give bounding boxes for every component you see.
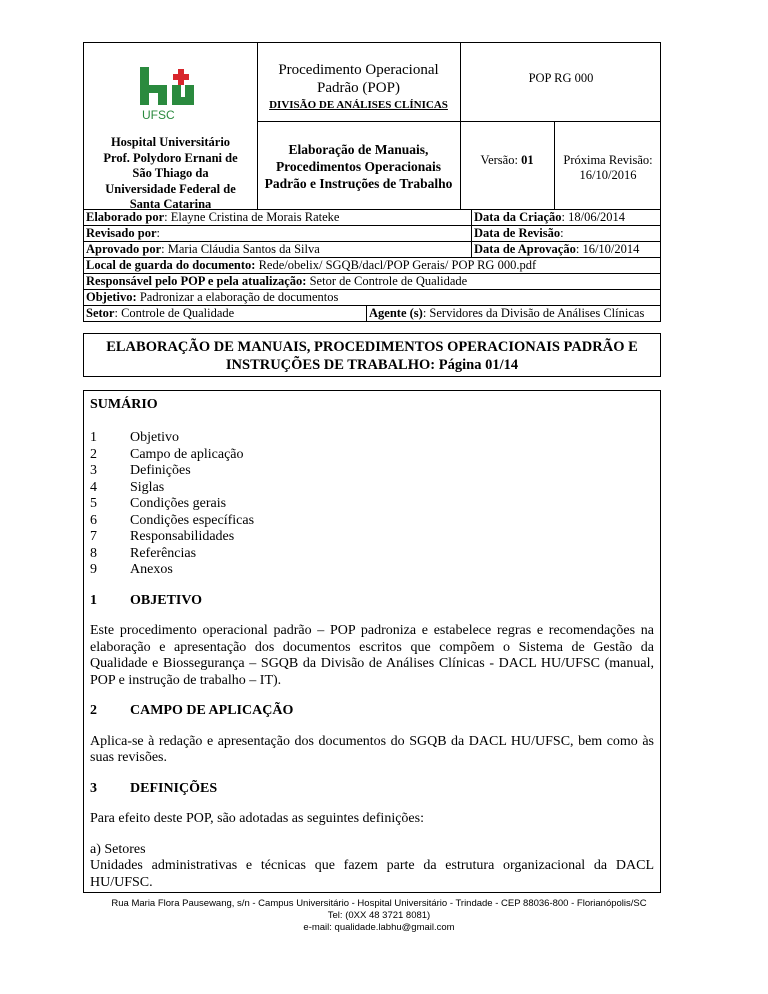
section-1-heading: 1 OBJETIVO: [90, 592, 203, 608]
page-title: ELABORAÇÃO DE MANUAIS, PROCEDIMENTOS OPERACIONAIS PADRÃO E INSTRUÇÕES DE TRABALHO: Página 01/14: [83, 333, 661, 377]
section-2-heading: 2 CAMPO DE APLICAÇÃO: [90, 703, 294, 718]
row-objetivo: Objetivo: Padronizar a elaboração de documentos: [83, 290, 661, 306]
row-elaborado: Elaborado por: Elayne Cristina de Morais Rateke Data da Criação: 18/06/2014: [83, 210, 661, 226]
section-2-text: Aplica-se à redação e apresentação dos documentos do SGQB da DACL HU/UFSC, bem como às suas revisões.: [90, 733, 654, 765]
doc-subject: Elaboração de Manuais, Procedimentos Operacionais Padrão e Instruções de Trabalho: [264, 142, 453, 191]
section-3-heading: 3 DEFINIÇÕES: [90, 780, 218, 796]
summary-item: 3 Definições: [90, 463, 191, 478]
summary-item: 6 Condições específicas: [90, 512, 255, 528]
content-bottom-rule: [83, 892, 661, 893]
summary-item: 2 Campo de aplicação: [90, 446, 244, 462]
section-3-text: Para efeito deste POP, são adotadas as seguintes definições:: [90, 811, 424, 826]
doc-code: POP RG 000: [528, 71, 594, 85]
logo-ufsc-text: UFSC: [142, 108, 175, 122]
row-responsavel: Responsável pelo POP e pela atualização: Setor de Controle de Qualidade: [83, 274, 661, 290]
summary-item: 1 Objetivo: [90, 430, 179, 445]
next-review: Próxima Revisão: 16/10/2016: [563, 153, 653, 182]
hu-ufsc-logo: [134, 63, 204, 125]
summary-heading: SUMÁRIO: [90, 397, 158, 412]
section-3-a-heading: a) Setores: [90, 841, 146, 857]
version: Versão: 01: [480, 153, 534, 167]
section-3-a-text: Unidades administrativas e técnicas que fazem parte da estrutura organizacional da DACL HU/UFSC.: [90, 858, 654, 890]
summary-item: 5 Condições gerais: [90, 496, 227, 511]
section-1-text: Este procedimento operacional padrão – POP padroniza e estabelece regras e recomendações na elaboração e apresentação dos documentos escritos que compõem o Sistema de Gestão da Qualidade e Biossegurança – SGQB da Divisão de Análises Clínicas - DACL HU/UFSC (manual, POP e instrução de trabalho – IT).: [90, 623, 654, 688]
content-body: [83, 390, 661, 892]
summary-item: 7 Responsabilidades: [90, 529, 235, 544]
row-revisado: Revisado por: Data de Revisão:: [83, 226, 661, 242]
page-footer: Rua Maria Flora Pausewang, s/n - Campus Universitário - Hospital Universitário - Trindade - CEP 88036-800 - Florianópolis/SC Tel: (0XX 48 3721 8081) e-mail: qualidade.labhu@gmail.com: [111, 898, 647, 933]
row-local-guarda: Local de guarda do documento: Rede/obelix/ SGQB/dacl/POP Gerais/ POP RG 000.pdf: [83, 258, 661, 274]
doc-type: Procedimento Operacional Padrão (POP): [278, 62, 439, 96]
row-setor: Setor: Controle de Qualidade Agente (s): Servidores da Divisão de Análises Clínicas: [83, 306, 661, 322]
summary-item: 8 Referências: [90, 545, 197, 561]
division-name: DIVISÃO DE ANÁLISES CLÍNICAS: [269, 99, 448, 111]
summary-item: 4 Siglas: [90, 479, 165, 495]
row-aprovado: Aprovado por: Maria Cláudia Santos da Silva Data de Aprovação: 16/10/2014: [83, 242, 661, 258]
summary-item: 9 Anexos: [90, 562, 173, 577]
metadata-table: [83, 210, 661, 322]
institution-name: Hospital Universitário Prof. Polydoro Ernani de São Thiago da Universidade Federal de Santa Catarina: [103, 135, 238, 211]
summary-list: [90, 430, 654, 579]
header-table: [83, 42, 661, 210]
